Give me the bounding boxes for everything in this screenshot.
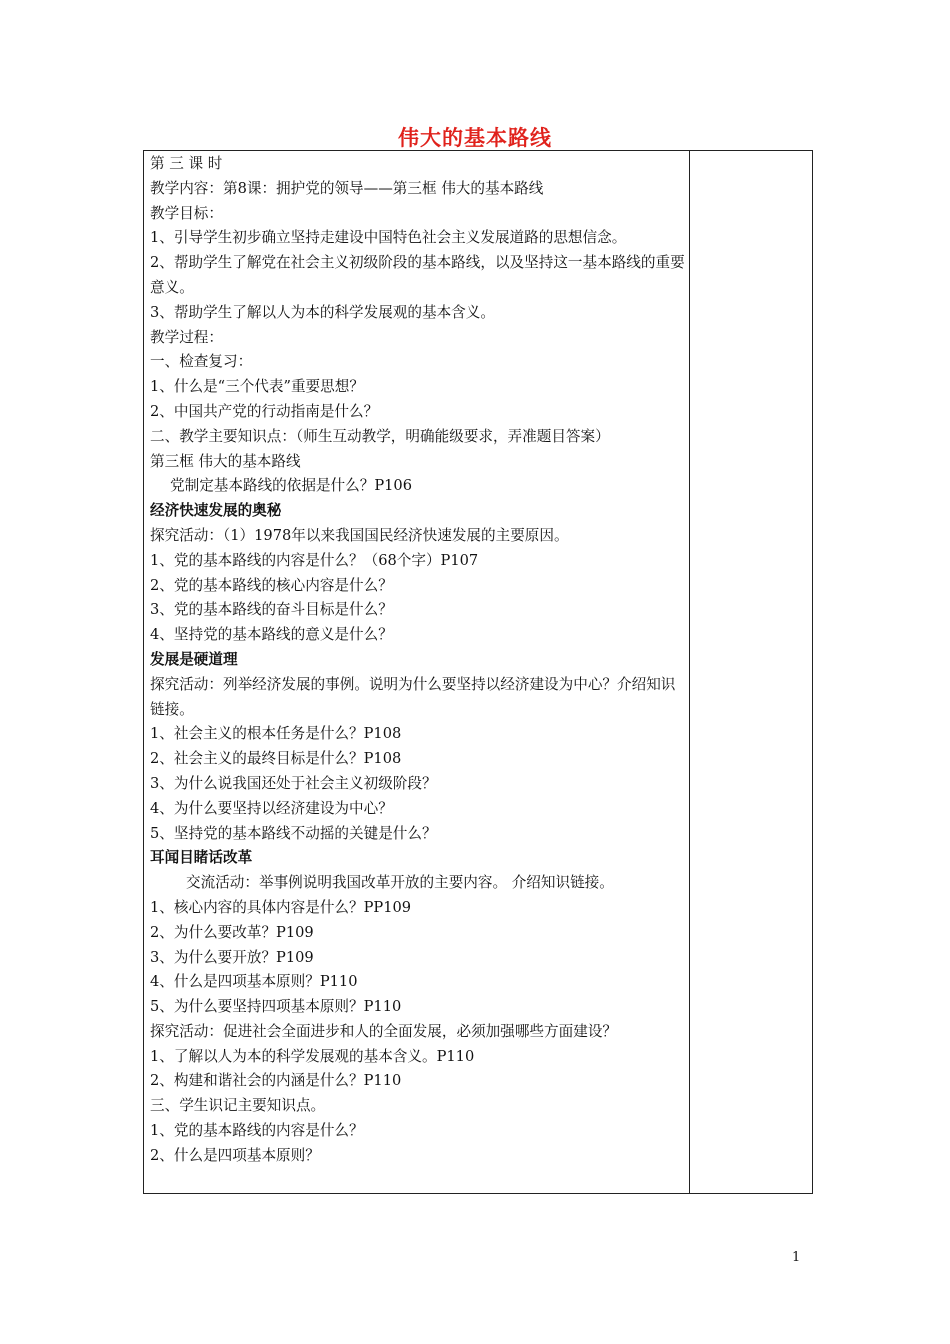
question-item: 1、党的基本路线的内容是什么？ bbox=[150, 1122, 364, 1140]
activity-item: 探究活动：（1）1978年以来我国国民经济快速发展的主要原因。 bbox=[150, 526, 569, 544]
page-number: 1 bbox=[792, 1250, 801, 1265]
goal-item: 1、引导学生初步确立坚持走建设中国特色社会主义发展道路的思想信念。 bbox=[150, 229, 627, 247]
lesson-content-cell bbox=[150, 152, 686, 1169]
question-item: 5、为什么要坚持四项基本原则？P110 bbox=[150, 998, 402, 1016]
question-item: 2、中国共产党的行动指南是什么？ bbox=[150, 402, 379, 420]
topic-heading: 发展是硬道理 bbox=[150, 650, 238, 668]
goal-item: 3、帮助学生了解以人为本的科学发展观的基本含义。 bbox=[150, 303, 495, 321]
question-item: 2、为什么要改革？P109 bbox=[150, 923, 314, 941]
question-item: 1、社会主义的根本任务是什么？P108 bbox=[150, 725, 402, 743]
table-column-divider bbox=[689, 150, 690, 1194]
question-item: 4、什么是四项基本原则？P110 bbox=[150, 973, 358, 991]
lesson-subtitle: 第三框 伟大的基本路线 bbox=[150, 452, 301, 470]
question-item: 党制定基本路线的依据是什么？P106 bbox=[170, 477, 412, 495]
question-item: 1、核心内容的具体内容是什么？PP109 bbox=[150, 898, 412, 916]
question-item: 3、为什么要开放？P109 bbox=[150, 948, 314, 966]
activity-item: 交流活动：举事例说明我国改革开放的主要内容。 介绍知识链接。 bbox=[186, 874, 614, 892]
question-item: 5、坚持党的基本路线不动摇的关键是什么？ bbox=[150, 824, 437, 842]
question-item: 1、什么是“三个代表”重要思想？ bbox=[150, 378, 364, 396]
question-item: 1、了解以人为本的科学发展观的基本含义。P110 bbox=[150, 1047, 475, 1065]
teaching-content: 教学内容：第8课：拥护党的领导——第三框 伟大的基本路线 bbox=[150, 179, 544, 197]
lesson-period: 第 三 课 时 bbox=[150, 155, 223, 172]
activity-item: 探究活动：促进社会全面进步和人的全面发展，必须加强哪些方面建设？ bbox=[150, 1022, 618, 1040]
section-heading: 二、教学主要知识点：（师生互动教学，明确能级要求，弄准题目答案） bbox=[150, 427, 610, 445]
document-title: 伟大的基本路线 bbox=[398, 126, 552, 150]
question-item: 2、构建和谐社会的内涵是什么？P110 bbox=[150, 1072, 402, 1090]
question-item: 3、党的基本路线的奋斗目标是什么？ bbox=[150, 601, 393, 619]
goal-item: 2、帮助学生了解党在社会主义初级阶段的基本路线，以及坚持这一基本路线的重要意义。 bbox=[150, 254, 685, 296]
question-item: 2、什么是四项基本原则？ bbox=[150, 1146, 320, 1164]
activity-item: 探究活动：列举经济发展的事例。说明为什么要坚持以经济建设为中心？介绍知识链接。 bbox=[150, 675, 676, 718]
section-heading: 三、学生识记主要知识点。 bbox=[150, 1097, 326, 1115]
teaching-process-heading: 教学过程： bbox=[150, 328, 223, 346]
topic-heading: 耳闻目睹话改革 bbox=[150, 849, 253, 867]
question-item: 4、坚持党的基本路线的意义是什么？ bbox=[150, 626, 393, 644]
question-item: 3、为什么说我国还处于社会主义初级阶段？ bbox=[150, 774, 437, 792]
question-item: 4、为什么要坚持以经济建设为中心？ bbox=[150, 799, 393, 817]
question-item: 2、党的基本路线的核心内容是什么？ bbox=[150, 576, 393, 594]
question-item: 2、社会主义的最终目标是什么？P108 bbox=[150, 750, 402, 768]
question-item: 1、党的基本路线的内容是什么？（68个字）P107 bbox=[150, 551, 479, 569]
topic-heading: 经济快速发展的奥秘 bbox=[150, 502, 282, 520]
teaching-goals-heading: 教学目标： bbox=[150, 204, 223, 222]
section-heading: 一、检查复习： bbox=[150, 353, 253, 371]
